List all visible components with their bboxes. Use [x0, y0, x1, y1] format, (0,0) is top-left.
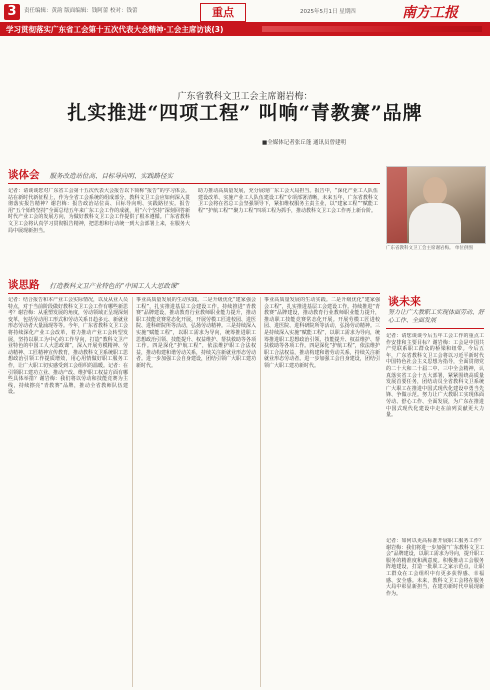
article-byline: ■全媒体记者张丘蓬 通讯员曾建明	[262, 140, 346, 146]
section-1-right-column: 助力推动高质量发展，充分展现广东工会大局担当。报告中，“深化产业工人队伍建设改革、实施产业工人队伍建设工程”专项部署清晰，未来五年，广东省教科文卫工会将在省总工会坚强领导下，紧扣维权服务主责主业，以“建家工程”“赋能工程”“护航工程”“聚力工程”四项工程为抓手，推动教科文卫工会工作再上新台阶。	[198, 188, 378, 214]
photo-caption: 广东省教科文卫工会主席谢岩梅。 单位供图	[386, 246, 473, 251]
column-divider-1	[132, 297, 133, 687]
section-1-title: 谈体会	[8, 169, 40, 181]
section-badge: 重点	[200, 3, 246, 22]
banner-text: 学习贯彻落实广东省工会第十五次代表大会精神·工会主席访谈(3)	[6, 25, 224, 34]
section-2-column-2: 事业高质量发展的生动实践。二是升级优化“建家强会工程”，扎实推进基层工会建设工作。持续推进“青教赛”品牌建设，推动教育行业教师职业能力提升，推动职工技能竞赛常态化开展。开展劳模工匠进校园、进医院、进科研院所等活动，弘扬劳动精神。三是持续深入实施“赋能工程”，以职工需求为导向，统筹推进职工思想政治引领、技能提升、权益维护、帮扶救助等各项工作。四是深化“护航工程”，依法维护职工合法权益，推动构建和谐劳动关系，持续关注新就业形态劳动者。进一步加强工会自身建设，团结引领广大职工建功新时代。	[136, 297, 256, 369]
newspaper-logo: 南方工报	[402, 5, 458, 21]
section-3-subtitle: 努力让广大教职工实现体面劳动、舒心工作、全面发展	[388, 309, 485, 324]
article-kicker: 广东省教科文卫工会主席谢岩梅：	[177, 92, 313, 102]
section-1-subtitle: 服务改造站位高、目标导向明、实践路径实	[49, 172, 173, 180]
section-3-rule	[386, 328, 484, 329]
section-3-column-b: 记者：如何以更高标准开展职工服务工作？谢岩梅：我们将进一步加强“广东教科文卫工会”品牌建设，以职工需求为导向，提升职工服务的精准度和满意度。积极推动工会服务阵地建设，打造一批职工之家示范点，让职工群众在工会组织中有更多获得感、幸福感、安全感。未来，教科文卫工会将在服务大局中彰显新担当，在建功新时代中展现新作为。	[386, 538, 484, 597]
editor-credits: 责任编辑：黄韵 版面编辑：钱阿蕾 校对：钱蕾	[24, 8, 138, 14]
article-headline: 扎实推进“四项工程” 叫响“青教赛”品牌	[67, 102, 423, 124]
section-1-left-column: 记者：请谈谈您对广东省工会第十五次代表大会报告以下简称“报告”的学习体会。站在新时代新征程上，作为全省工会系统的组成部分，教科文卫工会应如何深入贯彻落实报告精神？谢岩梅：报告政治站位高、目标导向明、实践路径实。报告用“五个始终坚持”全面总结五年来广东工会工作的成就，用“六个坚持”深刻回答新时代产业工会的发展方向，为做好教科文卫工会工作提供了根本遵循。广东省教科文卫工会将认真学习贯彻报告精神，把思想和行动统一到大会部署上来，在服务大局中展现新担当。	[8, 188, 190, 234]
section-3-title: 谈未来	[388, 295, 421, 308]
section-2-rule	[8, 293, 380, 294]
issue-date: 2025年5月1日 星期四	[300, 9, 356, 15]
section-2-column-1: 记者：结合报告和本产业工会实际情况，以及从业人员特点，对于当前阶段做好教科文卫工会工作有哪些新思考？谢岩梅：从重塑发展的角度，劳动领域正呈现深刻变革，包括劳动用工形式和劳动关系日趋多元、新就业形态劳动者大量涌现等等。今年，广东省教科文卫工会将持续深化产业工会改革，着力推动产业工会转型发展，坚持以职工为中心的工作导向，打造“教科文卫产业特色的中国工人大思政课”，深入开展劳模精神、劳动精神、工匠精神宣传教育，推动教科文卫系统职工思想政治引领工作提质增效，用心用情做好职工服务工作，让广大职工切实感受到工会组织的温暖。记者：在引领职工建功立业、推动产改、维护职工权益方面有哪些具体举措？谢岩梅：我们将以劳动和技能竞赛为主线，持续擦亮“青教赛”品牌，推动全省教师队伍建设。	[8, 297, 128, 396]
page-header	[0, 0, 490, 36]
section-heading-1	[8, 167, 173, 184]
banner-decoration	[262, 26, 482, 32]
photo-flag	[387, 167, 407, 243]
photo-shirt	[409, 203, 461, 244]
topic-banner	[0, 22, 490, 36]
section-3-column-a: 记者：请您谈谈今后五年工会工作的重点工作安排和主要目标？谢岩梅：工会是中国共产党联系职工群众的桥梁和纽带。今后五年，广东省教科文卫工会将以习近平新时代中国特色社会主义思想为指导，全面贯彻党的二十大和二十届二中、三中全会精神，认真落实省工会十五大部署，紧紧围绕高质量发展首要任务，团结动员全省教科文卫系统广大职工在推进中国式现代化建设中勇当先锋、争做示范。努力让广大教职工实现体面劳动、舒心工作、全面发展，为广东在推进中国式现代化建设中走在前列贡献更大力量。	[386, 333, 484, 419]
section-heading-2	[8, 277, 180, 294]
section-2-column-3: 事业高质量发展的生动实践。二是升级优化“建家强会工程”，扎实推进基层工会建设工作。持续推进“青教赛”品牌建设，推动教育行业教师职业能力提升，推动职工技能竞赛常态化开展。开展劳模工匠进校园、进医院、进科研院所等活动，弘扬劳动精神。三是持续深入实施“赋能工程”，以职工需求为导向，统筹推进职工思想政治引领、技能提升、权益维护、帮扶救助等各项工作。四是深化“护航工程”，依法维护职工合法权益，推动构建和谐劳动关系，持续关注新就业形态劳动者。进一步加强工会自身建设，团结引领广大职工建功新时代。	[264, 297, 380, 369]
column-divider-2	[260, 297, 261, 687]
photo-face	[423, 177, 447, 205]
section-2-subtitle: 打造教科文卫产业特色的“中国工人大思政课”	[49, 282, 180, 290]
section-2-title: 谈思路	[8, 279, 40, 291]
page-number: 3	[4, 4, 20, 20]
section-1-rule	[8, 183, 380, 184]
portrait-photo	[386, 166, 486, 244]
